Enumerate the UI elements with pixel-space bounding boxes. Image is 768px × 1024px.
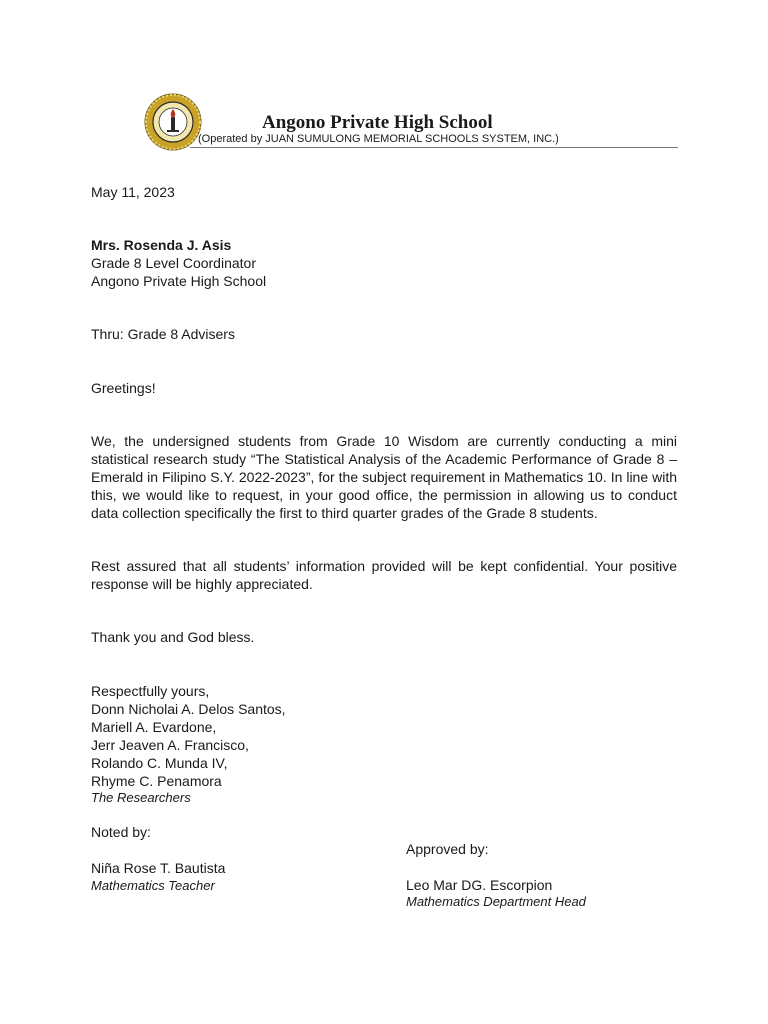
operated-by-line: (Operated by JUAN SUMULONG MEMORIAL SCHOOLS SYSTEM, INC.) [198, 133, 559, 145]
school-seal-icon [144, 93, 202, 151]
greeting: Greetings! [91, 380, 156, 396]
researcher-name: Rhyme C. Penamora [91, 773, 222, 789]
approved-by-name: Leo Mar DG. Escorpion [406, 877, 553, 893]
letterhead-divider [190, 147, 678, 148]
researcher-name: Rolando C. Munda IV, [91, 755, 228, 771]
researcher-name: Mariell A. Evardone, [91, 719, 217, 735]
researchers-role: The Researchers [91, 790, 191, 805]
body-paragraph-1: We, the undersigned students from Grade 10 Wisdom are currently conducting a mini statistical research study “The Statistical Analysis of the Academic Performance of Grade 8 – Emerald in Filipino S.Y. 2022-2023”, for the subject requirement in Mathematics 10. In line with this, we would like to request, in your good office, the permission in allowing us to conduct data collection specifically the first to third quarter grades of the Grade 8 students. [91, 433, 677, 521]
approved-by-title: Mathematics Department Head [406, 894, 586, 909]
researcher-name: Donn Nicholai A. Delos Santos, [91, 701, 286, 717]
recipient-name: Mrs. Rosenda J. Asis [91, 237, 232, 253]
noted-by-label: Noted by: [91, 824, 151, 840]
thru-line: Thru: Grade 8 Advisers [91, 326, 235, 342]
recipient-organization: Angono Private High School [91, 273, 267, 289]
closing-line: Thank you and God bless. [91, 629, 255, 645]
signoff-label: Respectfully yours, [91, 683, 210, 699]
school-name: Angono Private High School [262, 112, 493, 133]
approved-by-label: Approved by: [406, 841, 489, 857]
noted-by-name: Niña Rose T. Bautista [91, 860, 226, 876]
body-paragraph-2: Rest assured that all students’ information provided will be kept confidential. Your positive response will be highly appreciated. [91, 558, 677, 592]
noted-by-title: Mathematics Teacher [91, 878, 215, 893]
letter-date: May 11, 2023 [91, 184, 175, 200]
researcher-name: Jerr Jeaven A. Francisco, [91, 737, 249, 753]
recipient-position: Grade 8 Level Coordinator [91, 255, 256, 271]
